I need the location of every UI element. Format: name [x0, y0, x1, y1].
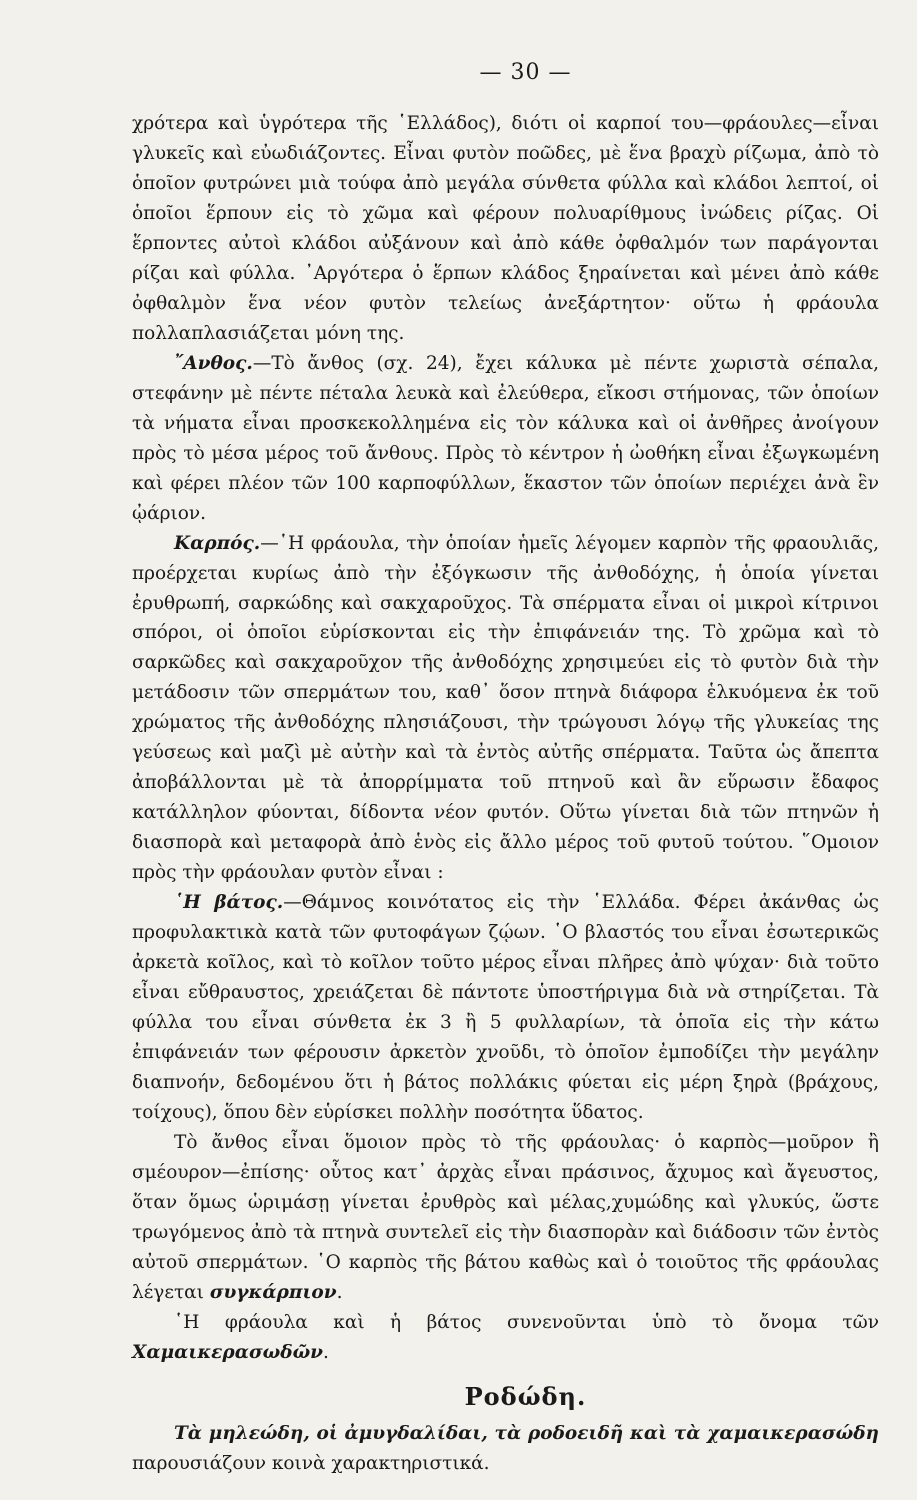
paragraph-fruit-text: —῾Η φράουλα, τὴν ὁποίαν ἡμεῖς λέγομεν καρπὸν τῆς φραουλιᾶς, προέρχεται κυρίως ἀπὸ τὴν ἐξόγκωσιν τῆς ἀνθοδόχης, ἡ ὁποία γίνεται ἐρυθρωπή, σαρκώδης καὶ σακχαροῦχος. Τὰ σπέρματα εἶναι οἱ μικροὶ κίτρινοι σπόροι, οἱ ὁποῖοι εὑρίσκονται εἰς τὴν ἐπιφάνειάν της. Τὸ χρῶμα καὶ τὸ σαρκῶδες καὶ σακχαροῦχον τῆς ἀνθοδόχης χρησιμεύει εἰς τὸ φυτὸν διὰ τὴν μετάδοσιν τῶν σπερμάτων του, καθ᾿ ὅσον πτηνὰ διάφορα ἑλκυόμενα ἐκ τοῦ χρώματος τῆς ἀνθοδόχης πλησιάζουσι, τὴν τρώγουσι λόγῳ τῆς γλυκείας της γεύσεως καὶ μαζὶ μὲ αὐτὴν καὶ τὰ ἐντὸς αὐτῆς σπέρματα. Ταῦτα ὡς ἄπεπτα ἀποβάλλονται μὲ τὰ ἀπορρίμματα τοῦ πτηνοῦ καὶ ἂν εὕρωσιν ἔδαφος κατάλληλον φύονται, δίδοντα νέον φυτόν. Οὕτω γίνεται διὰ τῶν πτηνῶν ἡ διασπορὰ καὶ μεταφορὰ ἀπὸ ἑνὸς εἰς ἄλλο μέρος τοῦ φυτοῦ τούτου. ῞Ομοιον πρὸς τὴν φράουλαν φυτὸν εἶναι :: [132, 532, 879, 884]
body-text: [132, 109, 879, 1479]
paragraph-flower-text: —Τὸ ἄνθος (σχ. 24), ἔχει κάλυκα μὲ πέντε χωριστὰ σέπαλα, στεφάνην μὲ πέντε πέταλα λευκὰ καὶ ἐλεύθερα, εἴκοσι στήμονας, τῶν ὁποίων τὰ νήματα εἶναι προσκεκολλημένα εἰς τὸν κάλυκα καὶ οἱ ἀνθῆρες ἀνοίγουν πρὸς τὸ μέσα μέρος τοῦ ἄνθους. Πρὸς τὸ κέντρον ἡ ὠοθήκη εἶναι ἐξωγκωμένη καὶ φέρει πλέον τῶν 100 καρποφύλλων, ἕκαστον τῶν ὁποίων περιέχει ἀνὰ ἓν ᾠάριον.: [132, 352, 879, 524]
paragraph-fruit: [132, 529, 879, 889]
paragraph-group-name: [132, 1308, 879, 1368]
paragraph-group-name-text: ῾Η φράουλα καὶ ἡ βάτος συνενοῦνται ὑπὸ τὸ ὄνομα τῶν: [174, 1311, 879, 1333]
rosaceae-groups: Τὰ μηλεώδη, οἱ ἀμυγδαλίδαι, τὰ ροδοειδῆ καὶ τὰ χαμαικερασώδη: [174, 1422, 879, 1444]
paragraph-bramble-fruit-text: Τὸ ἄνθος εἶναι ὅμοιον πρὸς τὸ τῆς φράουλας· ὁ καρπὸς—μοῦρον ἢ σμέουρον—ἐπίσης· οὗτος κατ᾿ ἀρχὰς εἶναι πράσινος, ἄχυμος καὶ ἄγευστος, ὅταν ὅμως ὡριμάσῃ γίνεται ἐρυθρὸς καὶ μέλας,χυμώδης καὶ γλυκύς, ὥστε τρωγόμενος ἀπὸ τὰ πτηνὰ συντελεῖ εἰς τὴν διασπορὰν καὶ διάδοσιν τῶν ἐντὸς αὐτοῦ σπερμάτων. ῾Ο καρπὸς τῆς βάτου καθὼς καὶ ὁ τοιοῦτος τῆς φράουλας λέγεται: [132, 1131, 879, 1303]
paragraph-rosaceae: [132, 1419, 879, 1479]
paragraph-bramble: [132, 888, 879, 1128]
term-chamaicerasodes: Χαμαικερασωδῶν: [132, 1341, 324, 1363]
paragraph-group-name-end: .: [323, 1341, 329, 1363]
paragraph-bramble-fruit-end: .: [336, 1281, 343, 1303]
paragraph-strawberry-intro: χρότερα καὶ ὑγρότερα τῆς ῾Ελλάδος), διότι οἱ καρποί του—φράουλες—εἶναι γλυκεῖς καὶ εὐωδιάζοντες. Εἶναι φυτὸν ποῶδες, μὲ ἕνα βραχὺ ρίζωμα, ἀπὸ τὸ ὁποῖον φυτρώνει μιὰ τούφα ἀπὸ μεγάλα σύνθετα φύλλα καὶ κλάδοι λεπτοί, οἱ ὁποῖοι ἕρπουν εἰς τὸ χῶμα καὶ φέρουν πολυαρίθμους ἰνώδεις ρίζας. Οἱ ἕρποντες αὐτοὶ κλάδοι αὐξάνουν καὶ ἀπὸ κάθε ὀφθαλμόν των παράγονται ρίζαι καὶ φύλλα. ᾿Αργότερα ὁ ἕρπων κλάδος ξηραίνεται καὶ μένει ἀπὸ κάθε ὀφθαλμὸν ἕνα νέον φυτὸν τελείως ἀνεξάρτητον· οὕτω ἡ φράουλα πολλαπλασιάζεται μόνη της.: [132, 113, 879, 344]
section-heading-rosaceae: Ροδώδη.: [464, 1381, 587, 1411]
run-in-heading-flower: ῎Ανθος.: [174, 352, 253, 374]
paragraph-bramble-text: —Θάμνος κοινότατος εἰς τὴν ῾Ελλάδα. Φέρει ἀκάνθας ὡς προφυλακτικὰ κατὰ τῶν φυτοφάγων ζῴων. ῾Ο βλαστός του εἶναι ἐσωτερικῶς ἀρκετὰ κοῖλος, καὶ τὸ κοῖλον τοῦτο μέρος εἶναι πλῆρες ἀπὸ ψύχαν· διὰ τοῦτο εἶναι εὔθραυστος, χρειάζεται δὲ πάντοτε ὑποστήριγμα διὰ νὰ στηρίζεται. Τὰ φύλλα του εἶναι σύνθετα ἐκ 3 ἢ 5 φυλλαρίων, τὰ ὁποῖα εἰς τὴν κάτω ἐπιφάνειάν των φέρουσιν ἀρκετὸν χνοῦδι, τὸ ὁποῖον ἐμποδίζει τὴν μεγάλην διαπνοήν, δεδομένου ὅτι ἡ βάτος πολλάκις φύεται εἰς μέρη ξηρὰ (βράχους, τοίχους), ὅπου δὲν εὑρίσκει πολλὴν ποσότητα ὕδατος.: [132, 892, 879, 1123]
run-in-heading-fruit: Καρπός.: [174, 532, 261, 554]
paragraph-rosaceae-end: παρουσιάζουν κοινὰ χαρακτηριστικά.: [132, 1452, 490, 1474]
paragraph-bramble-fruit: [132, 1128, 879, 1308]
page-number: — 30 —: [479, 60, 572, 85]
term-syncarpium: συγκάρπιον: [209, 1281, 337, 1303]
paragraph-flower: [132, 349, 879, 529]
run-in-heading-bramble: ῾Η βάτος.: [174, 892, 284, 914]
